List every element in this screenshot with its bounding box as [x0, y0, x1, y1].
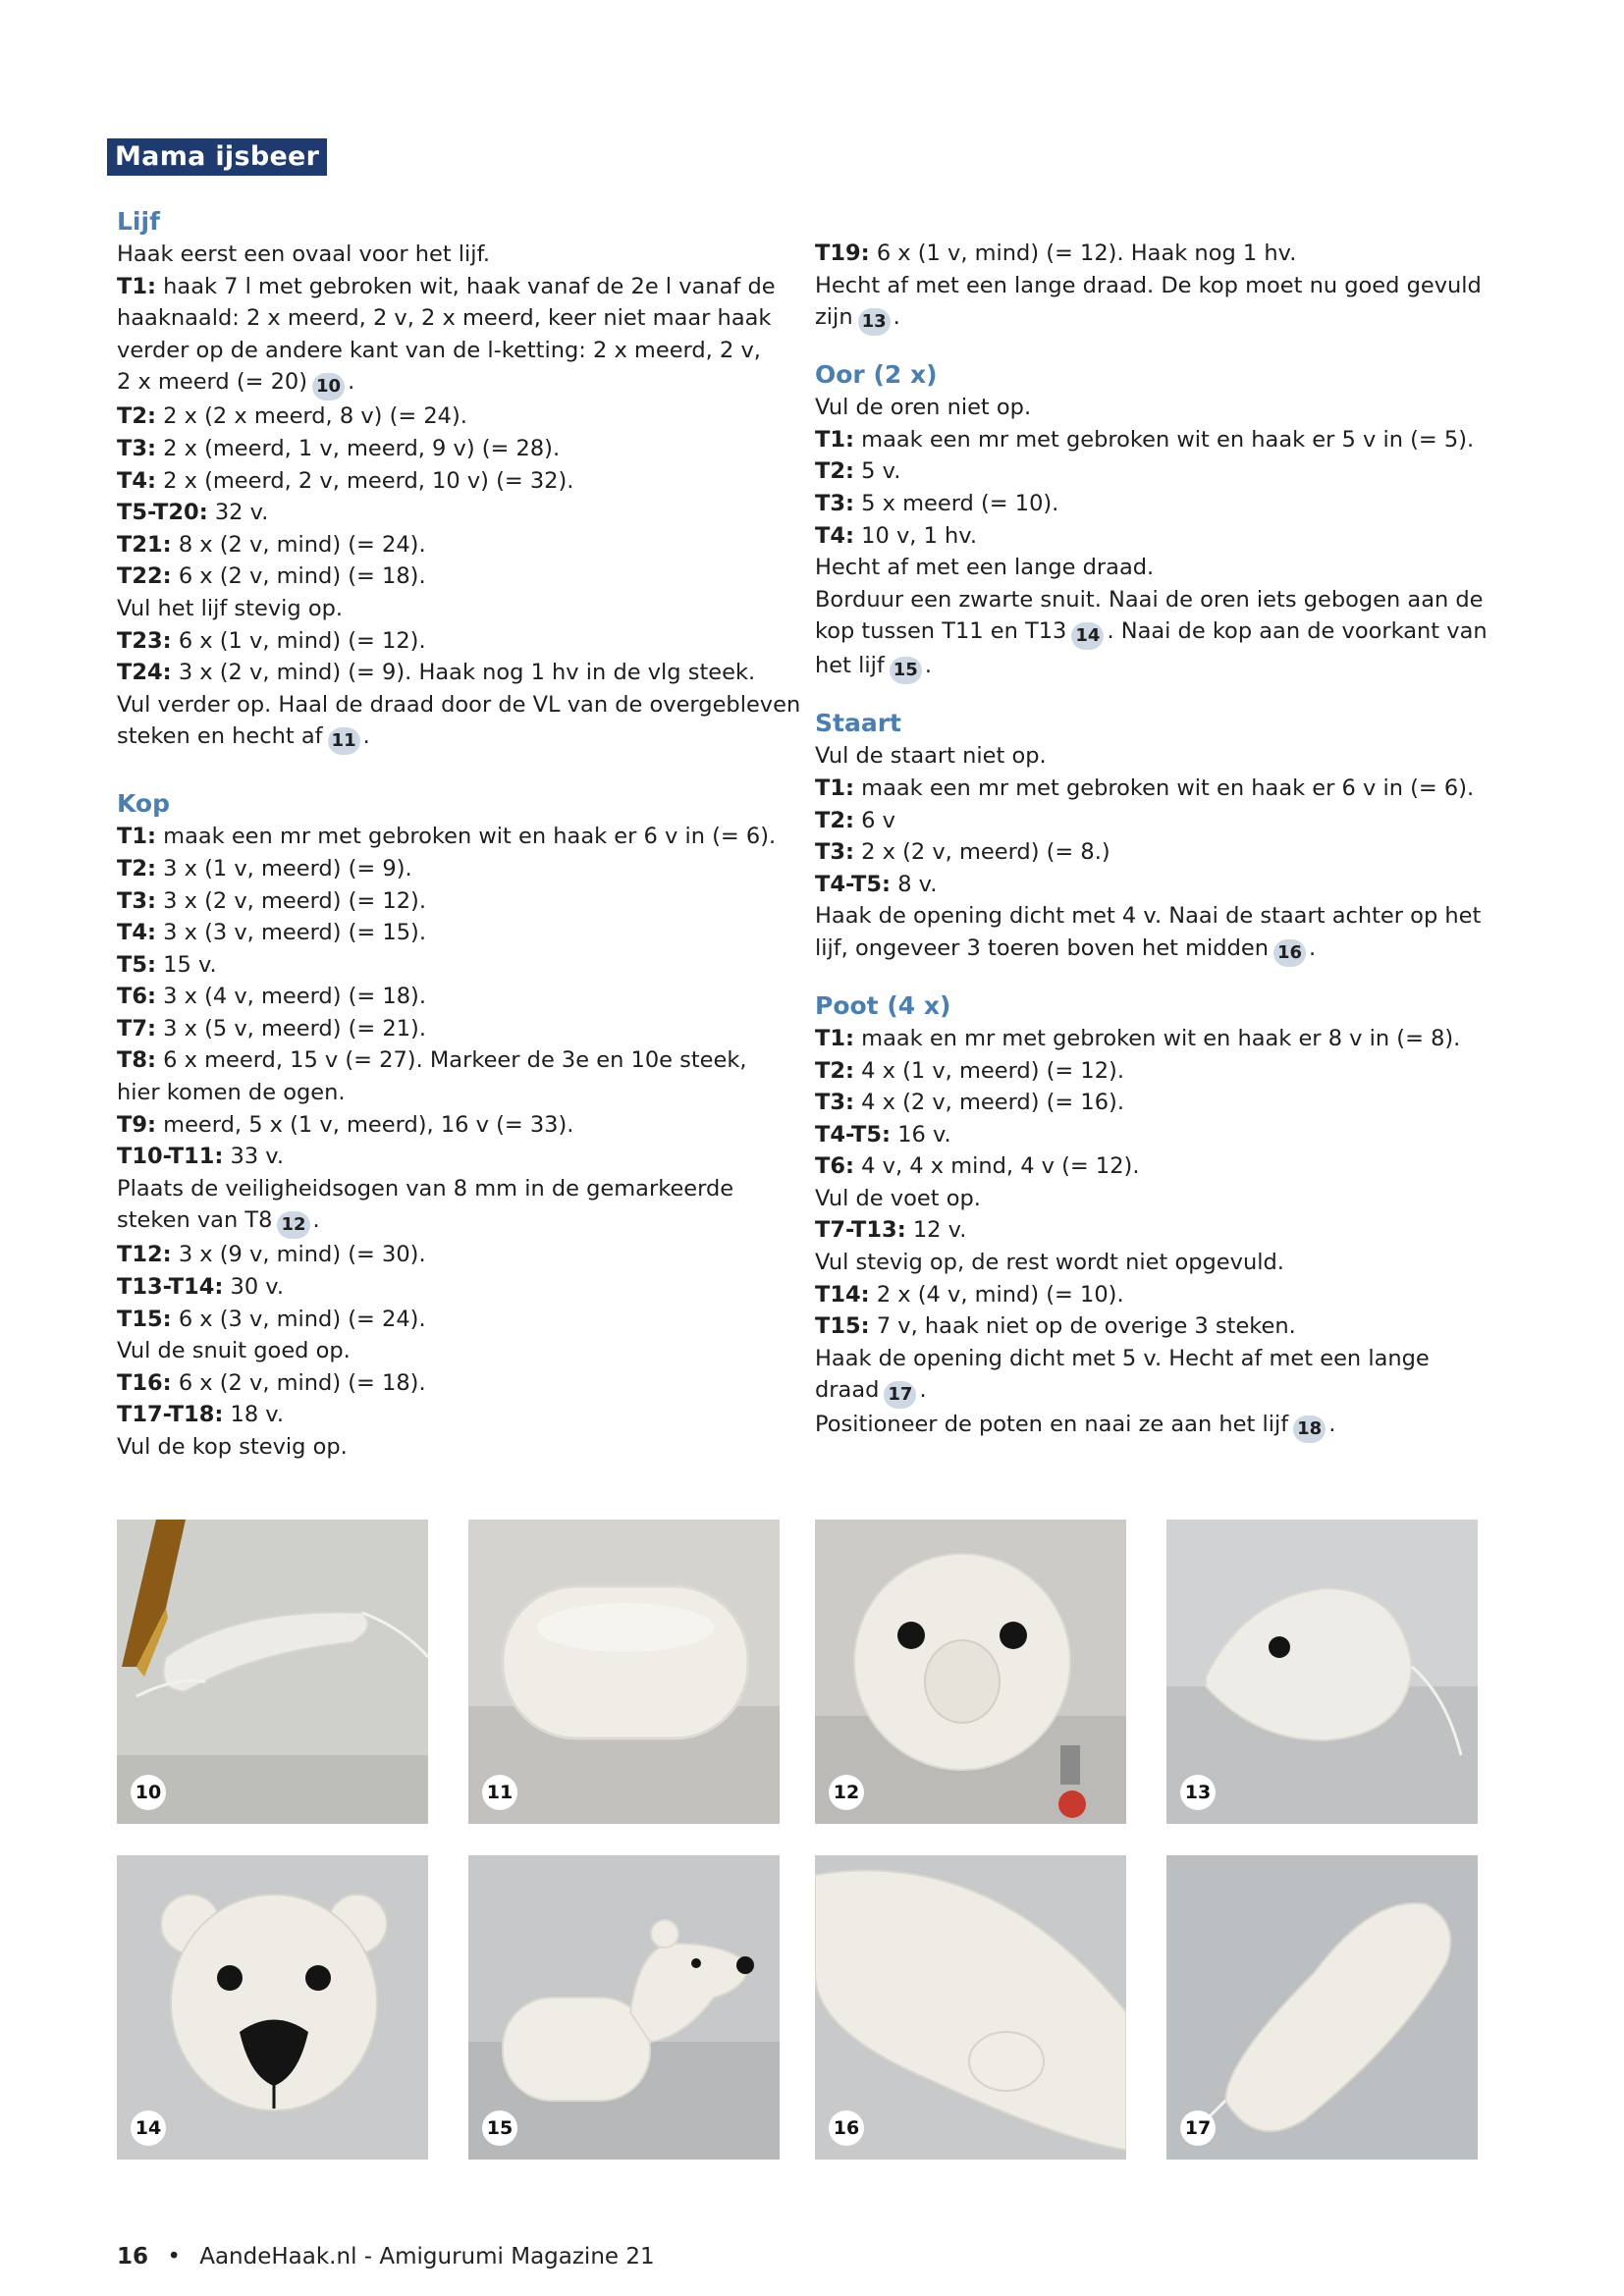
instruction-line — [117, 1239, 794, 1271]
row-label: T3: — [815, 839, 855, 866]
row-label: T5-T20: — [117, 500, 208, 526]
instruction-text: . — [924, 653, 932, 679]
instruction-text: 6 x (1 v, mind) (= 12). Haak nog 1 hv. — [869, 240, 1297, 266]
photo-11-image — [468, 1520, 780, 1824]
instruction-line — [815, 900, 1502, 933]
instruction-line — [815, 615, 1502, 650]
spacer — [815, 684, 1502, 706]
instruction-text: 32 v. — [207, 500, 269, 526]
row-label: T7-T13: — [815, 1217, 906, 1244]
row-label: T1: — [815, 426, 855, 453]
row-label: T15: — [117, 1306, 172, 1332]
instruction-line — [117, 561, 794, 593]
instruction-text: haaknaald: 2 x meerd, 2 v, 2 x meerd, keer niet maar haak — [117, 305, 772, 332]
instruction-text: 8 x (2 v, mind) (= 24). — [171, 531, 426, 558]
instruction-line — [117, 1335, 794, 1367]
instruction-text: 6 x (2 v, mind) (= 18). — [171, 1369, 426, 1396]
instruction-text: Plaats de veiligheidsogen van 8 mm in de gemarkeerde — [117, 1175, 734, 1201]
instruction-text: Vul de staart niet op. — [815, 743, 1047, 770]
instruction-line — [117, 885, 794, 918]
photo-number: 16 — [829, 2110, 864, 2146]
photo-reference-badge: 18 — [1293, 1415, 1326, 1443]
instruction-line — [117, 335, 794, 367]
instruction-line — [815, 1310, 1502, 1343]
instruction-text: 3 x (3 v, meerd) (= 15). — [156, 920, 426, 946]
instruction-text: lijf, ongeveer 3 toeren boven het midden — [815, 934, 1269, 961]
photo-number: 14 — [131, 2110, 166, 2146]
instruction-line — [117, 949, 794, 982]
instruction-line — [815, 1279, 1502, 1311]
instruction-text: 2 x (meerd, 1 v, meerd, 9 v) (= 28). — [156, 435, 561, 461]
instruction-line — [117, 433, 794, 465]
row-label: T6: — [815, 1153, 855, 1180]
instruction-line — [117, 302, 794, 335]
row-label: T6: — [117, 984, 157, 1010]
instruction-text: Vul de voet op. — [815, 1185, 981, 1211]
row-label: T1: — [117, 824, 157, 850]
instruction-line — [117, 821, 794, 853]
instruction-text: Vul de kop stevig op. — [117, 1434, 348, 1460]
page-footer — [117, 2244, 655, 2269]
instruction-line — [117, 1141, 794, 1173]
row-label: T5: — [117, 951, 157, 978]
instruction-line — [815, 1150, 1502, 1183]
instruction-line — [117, 1399, 794, 1431]
instruction-line — [117, 1077, 794, 1109]
instruction-text: 6 x (1 v, mind) (= 12). — [171, 627, 426, 654]
row-label: T2: — [117, 403, 157, 430]
row-label: T4: — [117, 920, 157, 946]
instruction-line — [117, 1013, 794, 1045]
instruction-line — [117, 529, 794, 561]
photo-number: 12 — [829, 1775, 864, 1810]
photo-14-image — [117, 1855, 428, 2160]
instruction-text: 6 x (3 v, mind) (= 24). — [171, 1306, 426, 1332]
photo-13-image — [1166, 1520, 1478, 1824]
row-label: T1: — [815, 774, 855, 801]
instruction-line — [815, 805, 1502, 837]
instruction-line — [117, 1431, 794, 1464]
row-label: T24: — [117, 660, 172, 686]
photo-reference-badge: 12 — [277, 1211, 309, 1239]
row-label: T1: — [815, 1025, 855, 1051]
row-label: T3: — [117, 887, 157, 914]
instruction-text: . Naai de kop aan de voorkant van — [1107, 618, 1488, 645]
instruction-text: . — [1309, 934, 1317, 961]
section-heading: Lijf — [117, 207, 160, 236]
instruction-text: steken en hecht af — [117, 723, 323, 750]
instruction-text: 33 v. — [223, 1144, 285, 1170]
instruction-line — [117, 1204, 794, 1239]
instruction-line — [117, 465, 794, 498]
row-label: T22: — [117, 563, 172, 590]
photo-10-image — [117, 1520, 428, 1824]
instruction-text: 3 x (4 v, meerd) (= 18). — [156, 984, 426, 1010]
instruction-line — [815, 1087, 1502, 1119]
instruction-line — [117, 981, 794, 1013]
instruction-text: 4 x (2 v, meerd) (= 16). — [854, 1090, 1124, 1116]
instruction-text: 30 v. — [223, 1274, 285, 1301]
row-label: T7: — [117, 1015, 157, 1041]
instruction-line — [117, 1304, 794, 1336]
photo-reference-badge: 16 — [1273, 939, 1306, 967]
instruction-text: 15 v. — [156, 951, 217, 978]
instruction-line — [815, 1023, 1502, 1055]
row-label: T21: — [117, 531, 172, 558]
photo-15 — [468, 1855, 780, 2160]
instruction-line — [117, 625, 794, 658]
row-label: T12: — [117, 1242, 172, 1268]
instruction-text: 3 x (2 v, mind) (= 9). Haak nog 1 hv in de vlg steek. — [171, 660, 756, 686]
row-label: T3: — [815, 490, 855, 516]
instruction-line — [815, 424, 1502, 456]
instruction-text: Positioneer de poten en naai ze aan het lijf — [815, 1412, 1289, 1438]
photo-reference-badge: 14 — [1071, 622, 1104, 650]
instruction-text: 7 v, haak niet op de overige 3 steken. — [869, 1313, 1296, 1340]
instruction-text: maak een mr met gebroken wit en haak er 6 v in (= 6). — [854, 774, 1475, 801]
row-label: T10-T11: — [117, 1144, 224, 1170]
instruction-text: 18 v. — [223, 1402, 285, 1428]
instruction-line — [815, 1214, 1502, 1247]
left-column — [117, 204, 801, 1464]
photo-number: 11 — [482, 1775, 517, 1810]
instruction-text: meerd, 5 x (1 v, meerd), 16 v (= 33). — [156, 1111, 574, 1138]
instruction-line — [815, 773, 1502, 805]
instruction-line — [117, 1109, 794, 1142]
row-label: T4-T5: — [815, 871, 892, 897]
instruction-line — [117, 400, 794, 433]
instruction-line — [815, 836, 1502, 869]
instruction-line — [815, 455, 1502, 488]
instruction-line — [815, 584, 1502, 616]
photo-reference-badge: 11 — [328, 727, 360, 755]
instruction-text: Haak de opening dicht met 4 v. Naai de staart achter op het — [815, 903, 1482, 930]
photo-12 — [815, 1520, 1126, 1824]
instruction-text: Vul verder op. Haal de draad door de VL van de overgebleven — [117, 691, 801, 718]
row-label: T1: — [117, 273, 157, 299]
instruction-text: Vul de oren niet op. — [815, 395, 1032, 421]
instruction-line — [815, 869, 1502, 901]
instruction-line — [815, 650, 1502, 684]
row-label: T4: — [117, 467, 157, 494]
row-label: T17-T18: — [117, 1402, 224, 1428]
instruction-text: verder op de andere kant van de l-ketting: 2 x meerd, 2 v, — [117, 337, 761, 363]
instruction-text: 6 v — [854, 807, 895, 833]
row-label: T2: — [815, 807, 855, 833]
row-label: T14: — [815, 1281, 870, 1308]
row-label: T16: — [117, 1369, 172, 1396]
row-label: T9: — [117, 1111, 157, 1138]
instruction-text: kop tussen T11 en T13 — [815, 618, 1067, 645]
section-heading: Kop — [117, 789, 171, 819]
instruction-line — [117, 853, 794, 885]
photo-reference-badge: 13 — [858, 308, 891, 336]
instruction-text: . — [312, 1207, 320, 1234]
instruction-line — [815, 1055, 1502, 1088]
row-label: T23: — [117, 627, 172, 654]
instruction-text: . — [348, 369, 355, 396]
photo-reference-badge: 10 — [312, 373, 345, 400]
row-label: T2: — [117, 855, 157, 881]
row-label: T15: — [815, 1313, 870, 1340]
photo-12-image — [815, 1520, 1126, 1824]
instruction-text: hier komen de ogen. — [117, 1080, 346, 1106]
instruction-text: . — [1328, 1412, 1336, 1438]
instruction-text: . — [362, 723, 370, 750]
instruction-text: maak en mr met gebroken wit en haak er 8 v in (= 8). — [854, 1025, 1461, 1051]
instruction-line — [815, 552, 1502, 584]
instruction-text: . — [919, 1377, 927, 1404]
photo-16 — [815, 1855, 1126, 2160]
instruction-line — [815, 520, 1502, 553]
instruction-line — [117, 1044, 794, 1077]
instruction-line — [117, 366, 794, 400]
row-label: T4: — [815, 522, 855, 549]
instruction-text: 3 x (1 v, meerd) (= 9). — [156, 855, 412, 881]
instruction-line — [815, 1374, 1502, 1409]
instruction-line — [117, 1173, 794, 1205]
instruction-line — [117, 917, 794, 949]
instruction-text: maak een mr met gebroken wit en haak er 5 v in (= 5). — [854, 426, 1475, 453]
photo-10 — [117, 1520, 428, 1824]
instruction-line — [815, 488, 1502, 520]
instruction-text: Hecht af met een lange draad. De kop moet nu goed gevuld — [815, 272, 1482, 298]
row-label: T19: — [815, 240, 870, 266]
instruction-text: 2 x (2 x meerd, 8 v) (= 24). — [156, 403, 467, 430]
instruction-text: 3 x (5 v, meerd) (= 21). — [156, 1015, 426, 1041]
instruction-text: 10 v, 1 hv. — [854, 522, 978, 549]
instruction-line — [815, 270, 1502, 302]
photo-reference-badge: 15 — [890, 657, 922, 684]
instruction-line — [117, 271, 794, 303]
instruction-text: 4 v, 4 x mind, 4 v (= 12). — [854, 1153, 1140, 1180]
instruction-line — [117, 1367, 794, 1400]
photo-15-image — [468, 1855, 780, 2160]
photo-number: 15 — [482, 2110, 517, 2146]
instruction-line — [815, 1183, 1502, 1215]
section-heading: Staart — [815, 709, 901, 738]
photo-number: 10 — [131, 1775, 166, 1810]
instruction-line — [117, 721, 794, 755]
instruction-text: 5 v. — [854, 458, 901, 485]
photo-13 — [1166, 1520, 1478, 1824]
instruction-text: Borduur een zwarte snuit. Naai de oren iets gebogen aan de — [815, 586, 1484, 613]
photo-16-image — [815, 1855, 1126, 2160]
instruction-text: 4 x (1 v, meerd) (= 12). — [854, 1057, 1124, 1084]
instruction-text: 5 x meerd (= 10). — [854, 490, 1059, 516]
photo-17 — [1166, 1855, 1478, 2160]
photo-number: 13 — [1180, 1775, 1216, 1810]
section-heading: Poot (4 x) — [815, 990, 951, 1020]
page-title: Mama ijsbeer — [107, 138, 327, 176]
instruction-text: 3 x (9 v, mind) (= 30). — [171, 1242, 426, 1268]
instruction-line — [117, 1271, 794, 1304]
photo-number: 17 — [1180, 2110, 1216, 2146]
instruction-line — [815, 1343, 1502, 1375]
instruction-text: Haak de opening dicht met 5 v. Hecht af met een lange — [815, 1345, 1430, 1371]
instruction-line — [117, 593, 794, 625]
photo-14 — [117, 1855, 428, 2160]
instruction-line — [117, 497, 794, 529]
spacer — [815, 967, 1502, 988]
instruction-text: het lijf — [815, 653, 885, 679]
row-label: T4-T5: — [815, 1121, 892, 1148]
instruction-line — [815, 1119, 1502, 1151]
instruction-line — [815, 238, 1502, 270]
instruction-text: . — [893, 304, 900, 331]
instruction-text: 2 x meerd (= 20) — [117, 369, 308, 396]
instruction-text: Hecht af met een lange draad. — [815, 555, 1155, 581]
instruction-line — [815, 392, 1502, 424]
instruction-text: Vul het lijf stevig op. — [117, 595, 344, 621]
row-label: T3: — [117, 435, 157, 461]
instruction-text: 6 x (2 v, mind) (= 18). — [171, 563, 426, 590]
spacer — [117, 755, 794, 786]
instruction-line — [117, 689, 801, 721]
instruction-text: Vul de snuit goed op. — [117, 1338, 351, 1364]
instruction-text: Haak eerst een ovaal voor het lijf. — [117, 241, 490, 267]
instruction-text: haak 7 l met gebroken wit, haak vanaf de 2e l vanaf de — [156, 273, 776, 299]
instruction-line — [815, 1247, 1502, 1279]
instruction-line — [815, 933, 1502, 967]
row-label: T2: — [815, 458, 855, 485]
row-label: T3: — [815, 1090, 855, 1116]
page-number: 16 — [117, 2244, 149, 2269]
instruction-line — [815, 301, 1502, 336]
instruction-line — [815, 740, 1502, 773]
row-label: T2: — [815, 1057, 855, 1084]
instruction-text: Vul stevig op, de rest wordt niet opgevuld. — [815, 1250, 1284, 1276]
instruction-line — [117, 657, 794, 689]
instruction-line — [815, 1409, 1502, 1443]
instruction-text: 2 x (4 v, mind) (= 10). — [869, 1281, 1124, 1308]
section-heading: Oor (2 x) — [815, 360, 938, 390]
instruction-text: 2 x (meerd, 2 v, meerd, 10 v) (= 32). — [156, 467, 574, 494]
instruction-text: 6 x meerd, 15 v (= 27). Markeer de 3e en 10e steek, — [156, 1047, 747, 1074]
photo-17-image — [1166, 1855, 1478, 2160]
instruction-text: 12 v. — [905, 1217, 967, 1244]
footer-text: AandeHaak.nl - Amigurumi Magazine 21 — [199, 2244, 655, 2269]
photo-reference-badge: 17 — [884, 1381, 916, 1409]
instruction-text: 16 v. — [891, 1121, 951, 1148]
spacer — [815, 336, 1502, 357]
right-column — [815, 238, 1502, 1443]
instruction-text: 8 v. — [891, 871, 938, 897]
instruction-line — [117, 239, 794, 271]
instruction-text: maak een mr met gebroken wit en haak er 6 v in (= 6). — [156, 824, 777, 850]
row-label: T8: — [117, 1047, 157, 1074]
instruction-text: zijn — [815, 304, 853, 331]
row-label: T13-T14: — [117, 1274, 224, 1301]
instruction-text: 2 x (2 v, meerd) (= 8.) — [854, 839, 1110, 866]
photo-11 — [468, 1520, 780, 1824]
instruction-text: steken van T8 — [117, 1207, 273, 1234]
footer-bullet: • — [167, 2244, 181, 2269]
instruction-text: 3 x (2 v, meerd) (= 12). — [156, 887, 426, 914]
instruction-text: draad — [815, 1377, 880, 1404]
